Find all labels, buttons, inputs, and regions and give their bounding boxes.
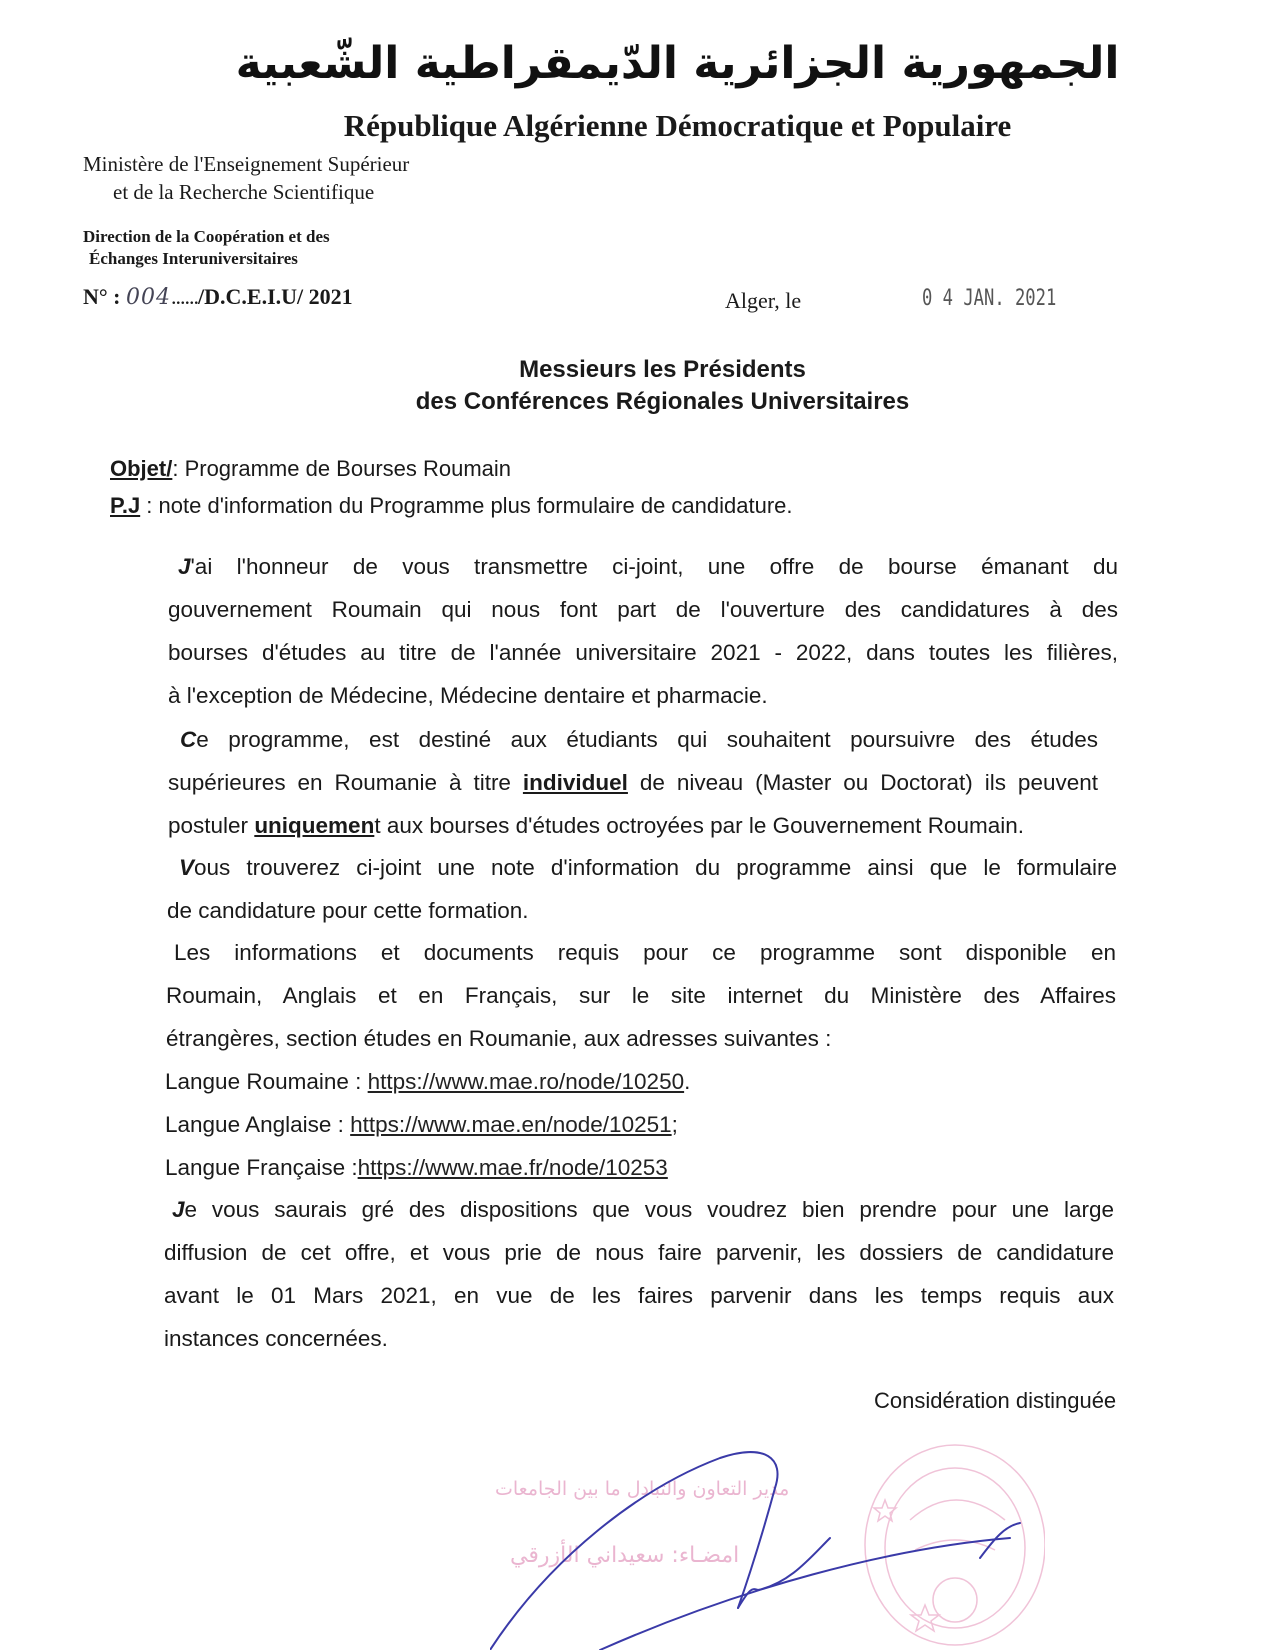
reference-prefix: N° : [83, 284, 127, 309]
paragraph-4 [166, 931, 1116, 1060]
direction-line-2: Échanges Interuniversitaires [89, 249, 298, 268]
emphasis-individuel: individuel [522, 770, 628, 795]
attachment-line [110, 493, 793, 519]
paragraph-line: étrangères, section études en Roumanie, aux adresses suivantes : [166, 1026, 832, 1051]
paragraph-line: gouvernement Roumain qui nous font part de l'ouverture des candidatures à des [168, 597, 1118, 622]
reference-handwritten-number: 004 [126, 285, 172, 310]
paragraph-line: de candidature pour cette formation. [167, 898, 529, 923]
recipient-line-1: Messieurs les Présidents [519, 356, 806, 383]
paragraph-lead-letter: V [179, 855, 195, 880]
paragraph-lead-letter: C [180, 727, 197, 752]
recipient-block [0, 354, 1275, 418]
language-links-list [165, 1060, 690, 1189]
recipient-line-2: des Conférences Régionales Universitaires [415, 388, 910, 415]
paragraph-line: bourses d'études au titre de l'année universitaire 2021 - 2022, dans toutes les filières, [168, 640, 1118, 665]
link-row-french [165, 1146, 690, 1189]
place-label: Alger, le [725, 288, 802, 313]
direction-name [83, 226, 330, 270]
french-country-title-text: République Algérienne Démocratique et Populaire [343, 108, 1012, 143]
paragraph-line: ous trouverez ci-joint une note d'information du programme ainsi que le formulaire [194, 855, 1117, 880]
paragraph-line: Roumain, Anglais et en Français, sur le site internet du Ministère des Affaires [166, 983, 1116, 1008]
link-label: Langue Anglaise : [165, 1112, 351, 1137]
reference-dots: ...... [171, 284, 199, 309]
paragraph-lead-letter: J [172, 1197, 185, 1222]
link-label: Langue Française : [165, 1155, 358, 1180]
paragraph-text: postuler [168, 813, 255, 838]
subject-label: Objet/ [110, 456, 173, 481]
paragraph-5 [164, 1188, 1114, 1360]
paragraph-line: 'ai l'honneur de vous transmettre ci-joint, une offre de bourse émanant du [190, 554, 1118, 579]
reference-suffix: /D.C.E.I.U/ 2021 [198, 284, 353, 309]
arabic-country-title [0, 38, 1275, 89]
stamp-title: مدير التعاون والتبادل ما بين الجامعات [495, 1478, 790, 1500]
paragraph-line: diffusion de cet offre, et vous prie de nous faire parvenir, les dossiers de candidature [164, 1240, 1114, 1265]
subject-line [110, 456, 511, 482]
paragraph-line: instances concernées. [164, 1326, 388, 1351]
paragraph-line: avant le 01 Mars 2021, en vue de les faires parvenir dans les temps requis aux [164, 1283, 1114, 1308]
direction-line-1: Direction de la Coopération et des [83, 227, 330, 246]
paragraph-2 [168, 718, 1098, 847]
paragraph-line: e vous saurais gré des dispositions que vous voudrez bien prendre pour une large [184, 1197, 1114, 1222]
paragraph-line: à l'exception de Médecine, Médecine dentaire et pharmacie. [168, 683, 768, 708]
ministry-line-1: Ministère de l'Enseignement Supérieur [83, 152, 410, 176]
link-romanian[interactable]: https://www.mae.ro/node/10250 [367, 1069, 685, 1094]
paragraph-text: t aux bourses d'études octroyées par le Gouvernement Roumain. [374, 813, 1024, 838]
link-row-english [165, 1103, 690, 1146]
subject-text: : Programme de Bourses Roumain [172, 456, 512, 481]
date-stamp: 0 4 JAN. 2021 [922, 286, 1057, 311]
french-country-title [0, 108, 1275, 144]
stamp-signatory: امضـاء: سعيداني الأزرقي [510, 1543, 740, 1568]
paragraph-line: Les informations et documents requis pour ce programme sont disponible en [174, 940, 1116, 965]
link-punctuation: ; [671, 1112, 678, 1137]
paragraph-lead-letter: J [178, 554, 191, 579]
paragraph-text: supérieures en Roumanie à titre [168, 770, 523, 795]
attachment-label: P.J [110, 493, 141, 518]
attachment-text: : note d'information du Programme plus formulaire de candidature. [140, 493, 793, 518]
link-english[interactable]: https://www.mae.en/node/10251 [350, 1112, 672, 1137]
paragraph-1 [168, 545, 1118, 717]
paragraph-text: de niveau (Master ou Doctorat) ils peuvent [627, 770, 1098, 795]
paragraph-line: e programme, est destiné aux étudiants qui souhaitent poursuivre des études [196, 727, 1098, 752]
handwritten-signature-icon [490, 1448, 1090, 1650]
closing-salutation: Considération distinguée [874, 1388, 1117, 1413]
ministry-line-2: et de la Recherche Scientifique [113, 180, 375, 204]
emphasis-uniquement: uniquemen [254, 813, 375, 838]
reference-number [83, 284, 353, 310]
paragraph-3 [167, 846, 1117, 932]
link-punctuation: . [684, 1069, 691, 1094]
link-french[interactable]: https://www.mae.fr/node/10253 [357, 1155, 668, 1180]
ministry-name [83, 150, 409, 206]
arabic-country-title-text: الجمهورية الجزائرية الدّيمقراطية الشّعبية [235, 38, 1120, 89]
link-row-romanian [165, 1060, 690, 1103]
link-label: Langue Roumaine : [165, 1069, 368, 1094]
